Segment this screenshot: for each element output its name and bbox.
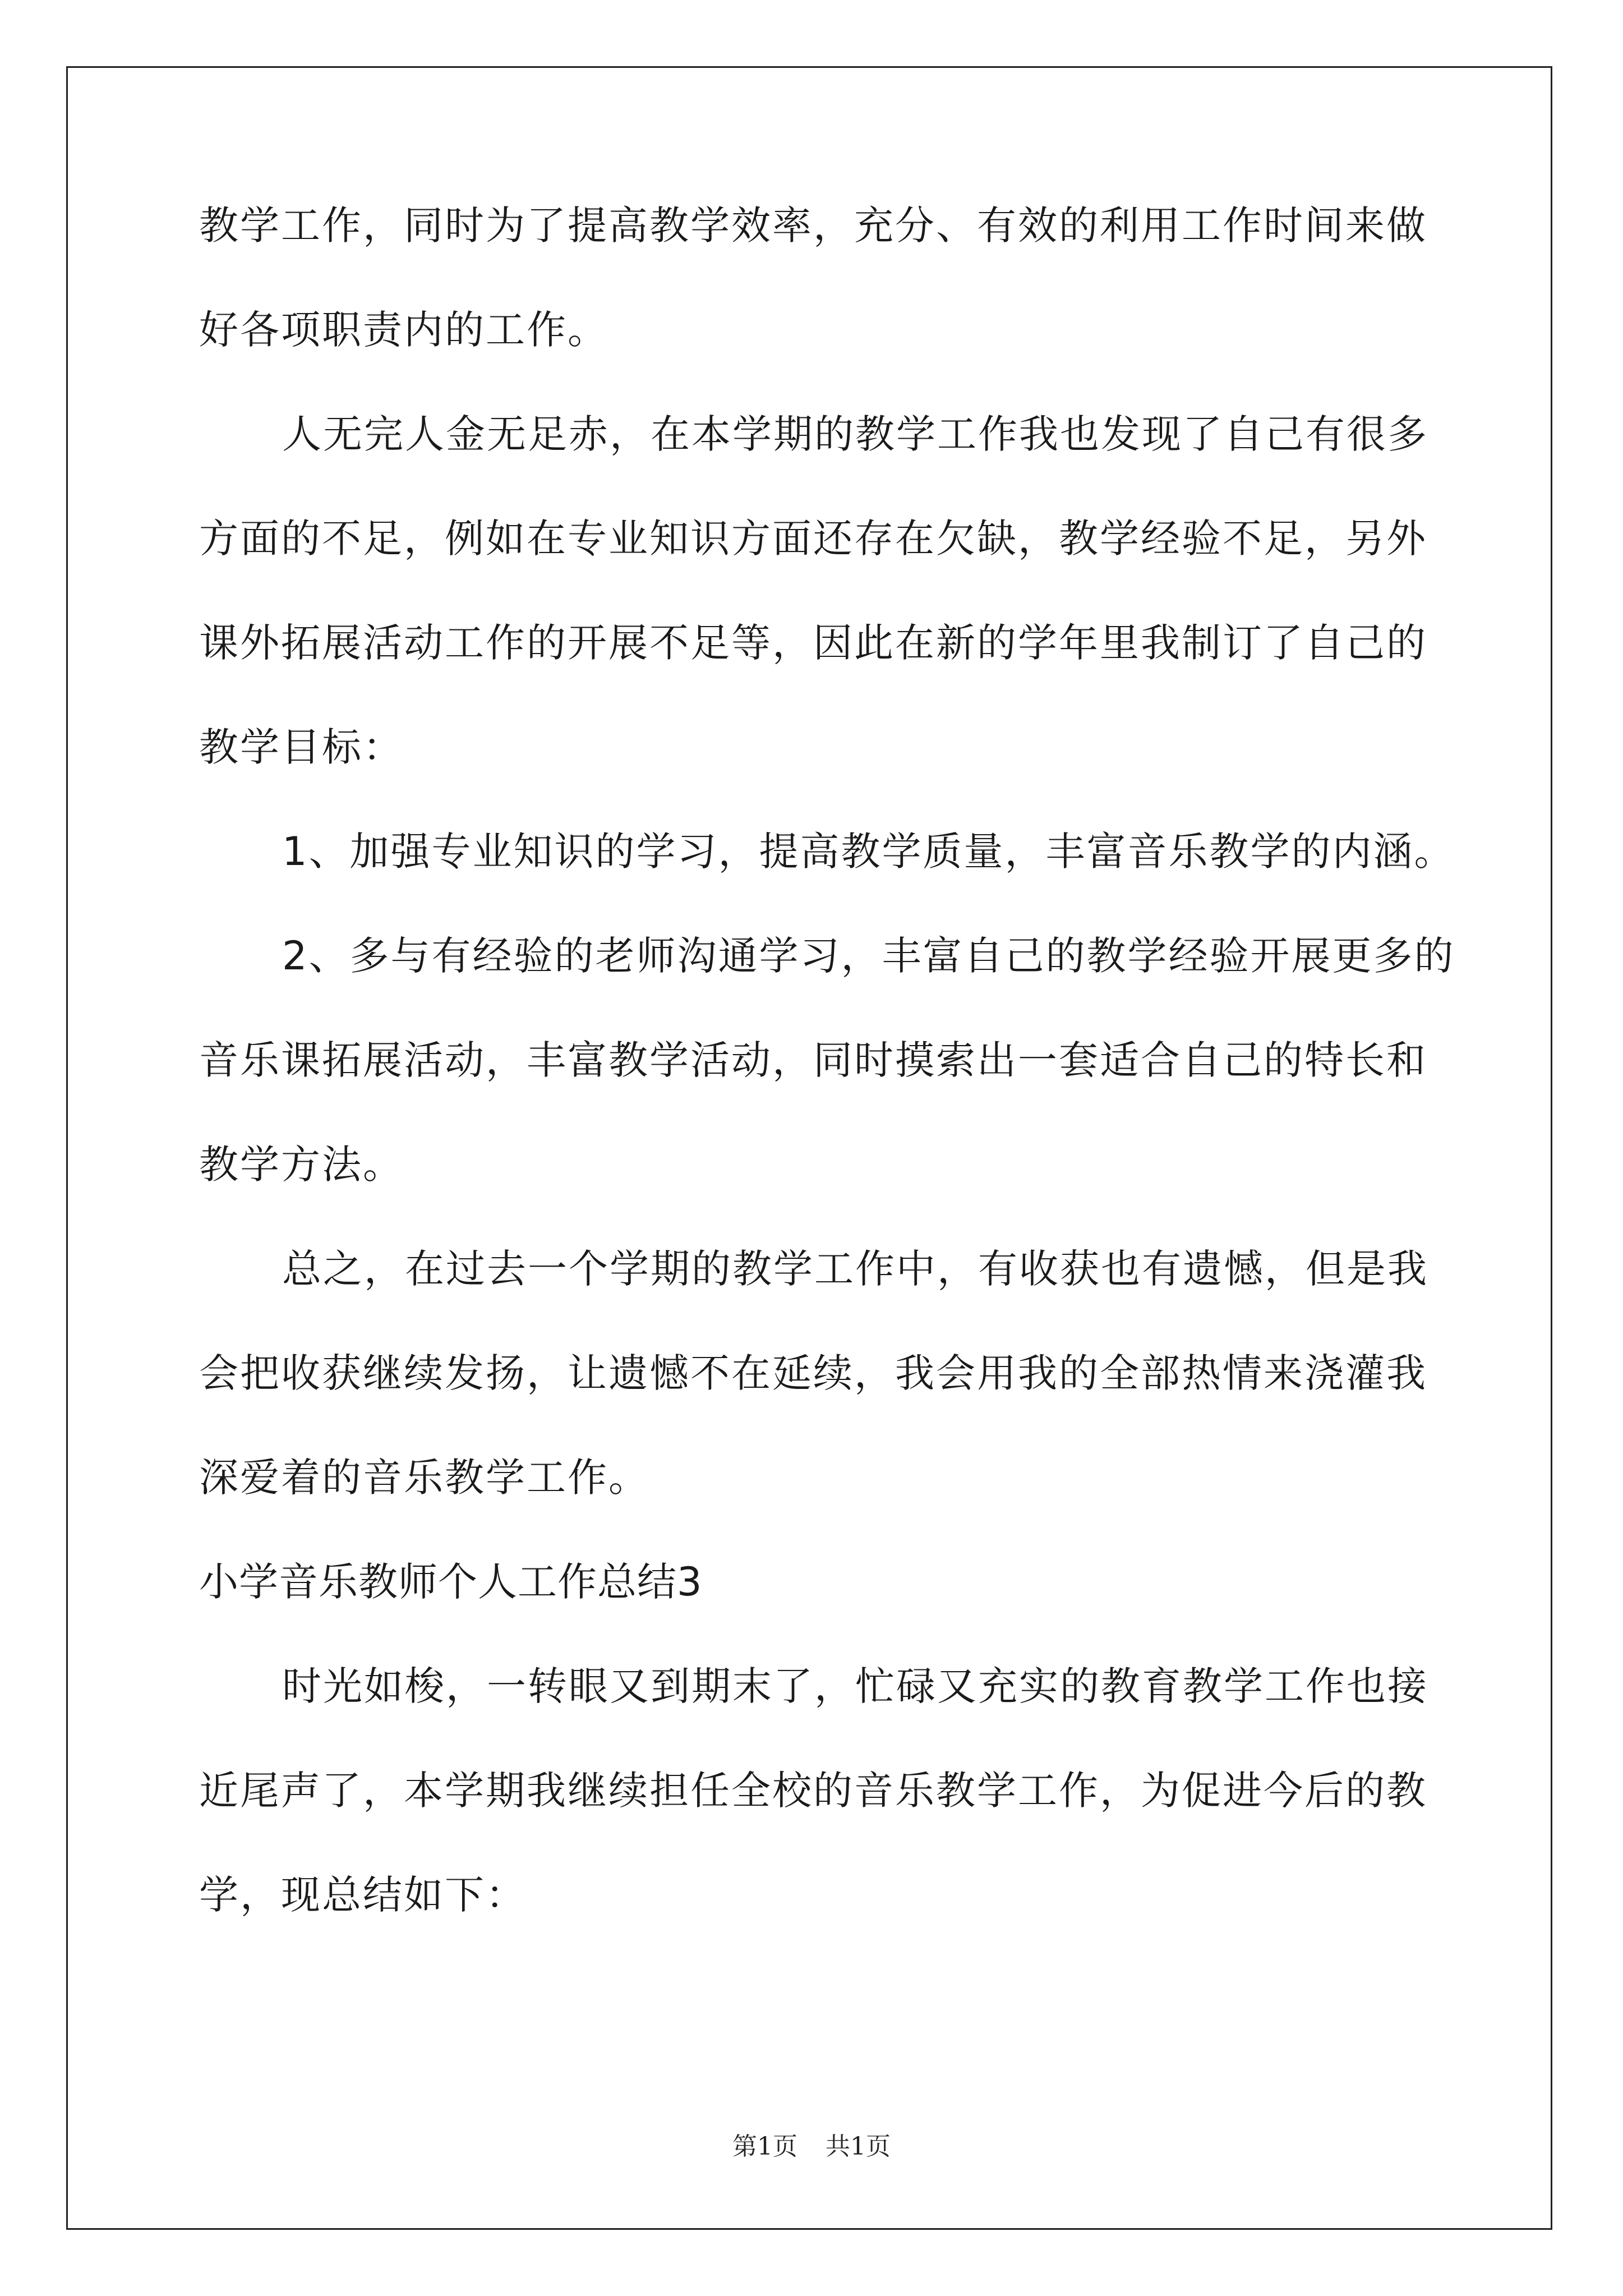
text-line: 音乐课拓展活动，丰富教学活动，同时摸索出一套适合自己的特长和 (199, 1037, 1427, 1083)
text-line: 学，现总结如下： (199, 1872, 527, 1918)
text-line: 会把收获继续发扬，让遗憾不在延续，我会用我的全部热情来浇灌我 (199, 1350, 1427, 1396)
page-footer (0, 2130, 1623, 2164)
text-line: 教学目标： (199, 724, 404, 770)
paragraph-start: 人无完人金无足赤，在本学期的教学工作我也发现了自己有很多 (282, 411, 1428, 457)
paragraph-start: 时光如梭，一转眼又到期末了，忙碌又充实的教育教学工作也接 (282, 1663, 1428, 1709)
text-line: 课外拓展活动工作的开展不足等，因此在新的学年里我制订了自己的 (199, 620, 1427, 666)
text-line: 近尾声了，本学期我继续担任全校的音乐教学工作，为促进今后的教 (199, 1768, 1427, 1814)
paragraph-start: 总之，在过去一个学期的教学工作中，有收获也有遗憾，但是我 (282, 1246, 1428, 1292)
page-number-total: 共1页 (826, 2132, 891, 2161)
text-line: 好各项职责内的工作。 (199, 307, 608, 353)
list-item-2: 2、多与有经验的老师沟通学习，丰富自己的教学经验开展更多的 (282, 933, 1455, 979)
text-line: 方面的不足，例如在专业知识方面还存在欠缺，教学经验不足，另外 (199, 516, 1427, 562)
text-line: 教学方法。 (199, 1142, 404, 1188)
list-item-1: 1、加强专业知识的学习，提高教学质量，丰富音乐教学的内涵。 (282, 829, 1455, 875)
document-body (199, 199, 1455, 1973)
text-line: 教学工作，同时为了提高教学效率，充分、有效的利用工作时间来做 (199, 203, 1427, 249)
text-line: 深爱着的音乐教学工作。 (199, 1455, 649, 1501)
section-heading: 小学音乐教师个人工作总结3 (199, 1559, 703, 1605)
page-number-current: 第1页 (732, 2132, 797, 2161)
